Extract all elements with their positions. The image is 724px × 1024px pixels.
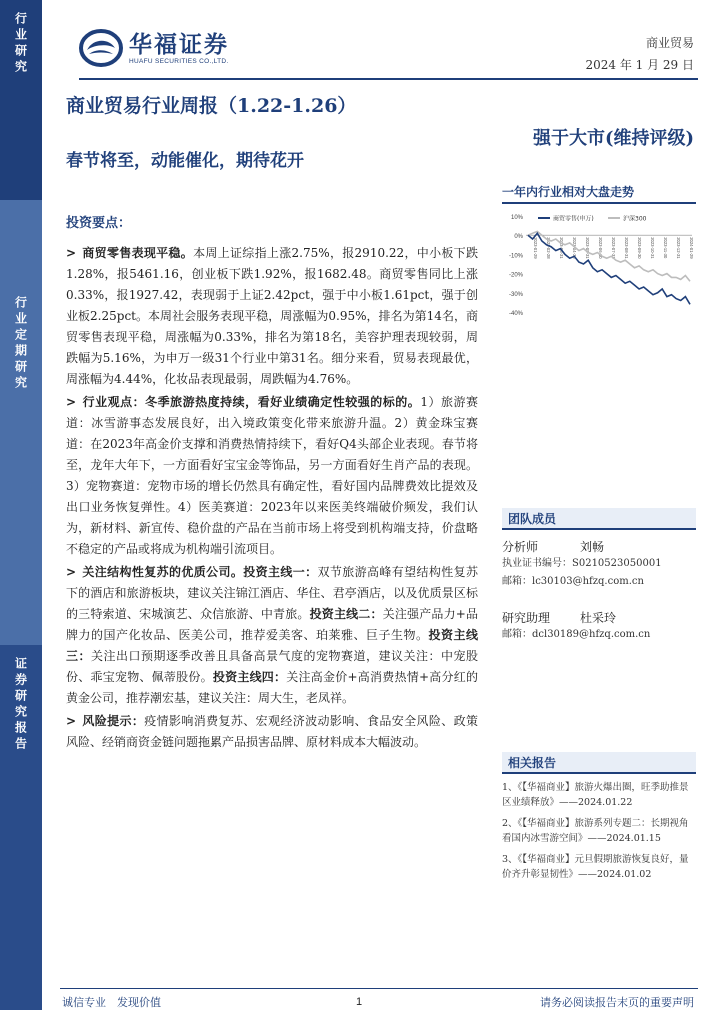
point-lead: 关注结构性复苏的优质公司。: [82, 565, 244, 579]
line-4-label: 投资主线四：: [212, 670, 287, 684]
sidebar-label-2: 行业定期研究: [13, 296, 28, 392]
arrow-bullet-icon: >: [66, 565, 77, 579]
section-heading: 投资要点：: [66, 216, 132, 231]
point-body: 1）旅游赛道：冰雪游事态发展良好，出入境政策变化带来旅游升温。2）黄金珠宝赛道：在2023年高金价支撑和消费热情持续下，看好Q4头部企业表现。春节将至，龙年大年下，一方面看好宝宝金等饰品，另一方面看好生肖产品的表现。3）宠物赛道：宠物市场的增长仍然具有确定性，看好国内品牌费效比提效及出口业务恢复弹性。4）医美赛道：2023年以来医美终端破价频发，我们认为，新材料、新宣传、稳价盘的产品在当前市场上将受到机构端支持，价盘略不稳定的产品或将成为机构端引流项目。: [66, 395, 478, 556]
main-content: [66, 212, 478, 755]
line-1-text: 双节旅游高峰有望结构性复苏下的酒店和旅游板块，建议关注锦江酒店、华住、君亭酒店，以及优质景区标的三特索道、宋城演艺、众信旅游、中青旅。: [66, 565, 478, 621]
header-date: 2024 年 1 月 29 日: [585, 58, 694, 72]
sidebar-periodic: [0, 200, 42, 645]
point-body: 疫情影响消费复苏、宏观经济波动影响、食品安全风险、政策风险、经销商资金链问题拖累产品损害品牌、原材料成本大幅波动。: [66, 714, 478, 749]
point-risk: [66, 711, 478, 753]
line-3-label: 投资主线三：: [66, 628, 478, 663]
logo-name-cn: 华福证券: [129, 31, 229, 58]
x-tick-label: 2023-12-31: [676, 237, 681, 259]
assistant-row: [502, 609, 696, 626]
line-3-text: 关注出口预期逐季改善且具备高景气度的宠物赛道，建议关注：中宠股份、乖宝宠物、佩蒂股份。: [66, 649, 478, 684]
x-tick-label: 2024-01-29: [689, 237, 694, 259]
rating-badge: 强于大市(维持评级): [532, 128, 694, 149]
x-tick-label: 2023-02-28: [546, 237, 551, 259]
logo-icon: [79, 28, 123, 68]
y-tick-label: 10%: [510, 215, 523, 221]
x-tick-label: 2023-03-31: [559, 237, 564, 259]
sidebar-label-1: 行业研究: [13, 12, 28, 76]
legend-label: 商贸零售(申万): [553, 215, 594, 223]
point-industry-view: [66, 392, 478, 560]
header-meta: [585, 32, 694, 76]
x-tick-label: 2023-10-31: [650, 237, 655, 259]
x-tick-label: 2023-01-29: [533, 237, 538, 259]
sidebar-label-3: 证券研究报告: [13, 657, 28, 753]
related-report-item[interactable]: 2、《【华福商业】旅游系列专题二：长期视角看国内冰雪游空间》——2024.01.15: [502, 818, 689, 844]
footer-disclaimer: 请务必阅读报告末页的重要声明: [540, 996, 694, 1009]
side-bar: [0, 0, 42, 1024]
related-heading: 相关报告: [502, 752, 696, 774]
y-tick-label: -30%: [508, 291, 523, 298]
analyst-row: [502, 538, 696, 555]
report-title: 商业贸易行业周报（1.22-1.26）: [66, 95, 357, 117]
page-number: 1: [356, 996, 363, 1008]
analyst-cert: 执业证书编号：S0210523050001: [502, 558, 662, 569]
point-lead: 行业观点：冬季旅游热度持续，看好业绩确定性较强的标的。: [82, 395, 421, 409]
footer-slogan: 诚信专业 发现价值: [62, 996, 161, 1009]
team-heading: 团队成员: [502, 508, 696, 530]
assistant-email[interactable]: 邮箱：dcl30189@hfzq.com.cn: [502, 629, 651, 640]
header-industry: 商业贸易: [645, 36, 694, 50]
x-tick-label: 2023-06-30: [598, 237, 603, 259]
related-report-item[interactable]: 1、《【华福商业】旅游火爆出圈，旺季助推景区业绩释放》——2024.01.22: [502, 782, 689, 808]
point-body: 本周上证综指上涨2.75%，报2910.22，中小板下跌1.28%，报5461.16，创业板下跌1.92%，报1682.48。商贸零售同比上涨0.33%，报1927.42，表现弱于上证2.42pct，强于中小板1.61pct，强于创业板2.25pct。本周社会服务表现平稳，周涨幅为0.95%，排名为第14名，商贸零售表现平稳，周涨幅为0.33%，排名为第18名，美容护理表现较弱，周跌幅为5.16%，为申万一级31个行业中第31名。细分来看，贸易表现最优，周涨幅为4.44%，化妆品表现最弱，周跌幅为4.76%。: [66, 246, 478, 386]
analyst-name: 刘畅: [580, 540, 605, 554]
logo-name-en: HUAFU SECURITIES CO.,LTD.: [129, 57, 229, 65]
assistant-name: 杜采玲: [580, 611, 617, 625]
relative-performance-block: [502, 183, 696, 324]
x-tick-label: 2023-08-31: [624, 237, 629, 259]
x-tick-label: 2023-05-31: [585, 237, 590, 259]
point-investment-lines: [66, 562, 478, 709]
arrow-bullet-icon: >: [66, 395, 77, 409]
line-2-label: 投资主线二：: [309, 607, 383, 621]
legend-label: 沪深300: [623, 215, 647, 223]
header-divider: [79, 78, 698, 80]
footer-divider: [60, 988, 698, 989]
team-block: [502, 508, 696, 644]
y-tick-label: 0%: [514, 234, 523, 241]
related-reports-block: [502, 752, 696, 882]
relative-performance-chart: [502, 208, 696, 320]
arrow-bullet-icon: >: [66, 246, 77, 260]
point-market: [66, 243, 478, 390]
line-4-text: 关注高金价+高消费热情+高分红的黄金公司，推荐潮宏基，建议关注：周大生，老凤祥。: [66, 670, 478, 705]
sidebar-report-type: [0, 645, 42, 1010]
x-tick-label: 2023-11-30: [663, 237, 668, 259]
point-lead: 商贸零售表现平稳。: [82, 246, 194, 260]
x-tick-label: 2023-07-31: [611, 237, 616, 259]
report-subtitle: 春节将至，动能催化，期待花开: [66, 151, 304, 171]
line-1-label: 投资主线一：: [243, 565, 318, 579]
analyst-email[interactable]: 邮箱：lc30103@hfzq.com.cn: [502, 576, 644, 587]
y-tick-label: -40%: [508, 311, 523, 317]
y-tick-label: -20%: [508, 272, 523, 279]
arrow-bullet-icon: >: [66, 714, 77, 728]
assistant-role: 研究助理: [502, 611, 551, 625]
y-tick-label: -10%: [508, 253, 523, 260]
company-logo: [79, 28, 229, 68]
related-report-item[interactable]: 3、《【华福商业】元旦假期旅游恢复良好，量价齐升彰显韧性》——2024.01.02: [502, 854, 689, 880]
analyst-role: 分析师: [502, 540, 539, 554]
point-lead: 风险提示：: [82, 714, 145, 728]
line-2-text: 关注强产品力+品牌力的国产化妆品、医美公司，推荐爱美客、珀莱雅、巨子生物。: [66, 607, 478, 642]
x-tick-label: 2023-04-30: [572, 237, 577, 259]
chart-title: 一年内行业相对大盘走势: [502, 183, 696, 204]
x-tick-label: 2023-09-30: [637, 237, 642, 259]
sidebar-research-type: [0, 0, 42, 200]
